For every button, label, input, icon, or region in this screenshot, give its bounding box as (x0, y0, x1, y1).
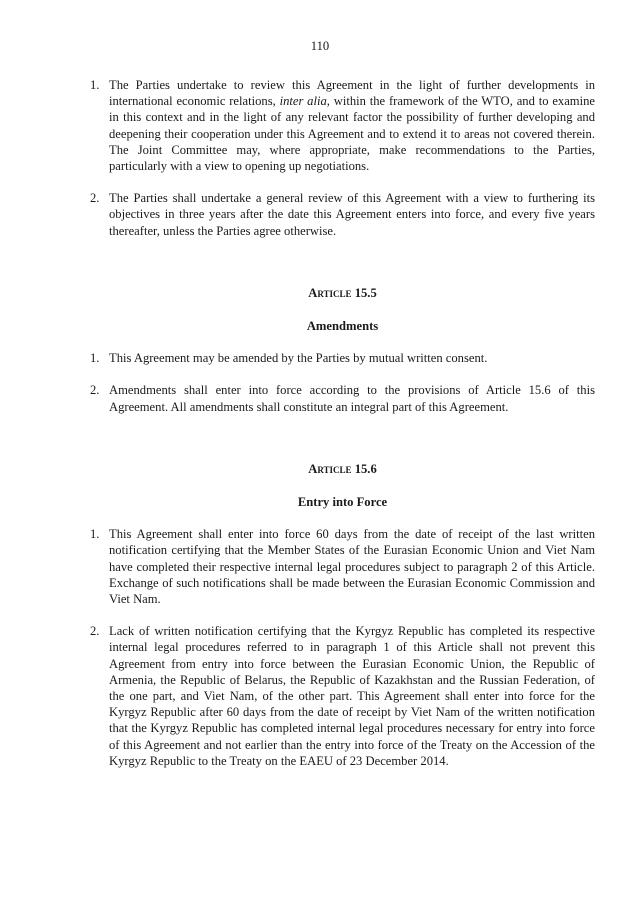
paragraph-text: within the framework of the WTO, and to examine in this context and in the light of any relevant factor the possibility of further developing and deepening their cooperation under this Agreement and to extend it to areas not covered therein. The Joint Committee may, where appropriate, make recommendations to the Parties, particularly with a view to opening up negotiations. (109, 94, 595, 174)
article-15-5-title: Amendments (306, 319, 379, 334)
paragraph-text: Lack of written notification certifying that the Kyrgyz Republic has completed its respective internal legal procedures referred to in paragraph 1 of this Article shall not prevent this Agreement from entry into force between the Eurasian Economic Union, the Republic of Armenia, the Republic of Belarus, the Republic of Kazakhstan and the Russian Federation, of the one part, and Viet Nam, of the other part. This Agreement shall enter into force for the Kyrgyz Republic after 60 days from the date of receipt by Viet Nam of the written notification that the Kyrgyz Republic has completed internal legal procedures necessary for entry into force of this Agreement and not earlier than the entry into force of the Treaty on the Accession of the Kyrgyz Republic to the Treaty on the EAEU of 23 December 2014. (109, 624, 595, 768)
paragraph-text: The Parties shall undertake a general review of this Agreement with a view to furthering its objectives in three years after the date this Agreement enters into force, and every five years thereafter, unless the Parties agree otherwise. (109, 191, 595, 238)
review-paragraph-2 (90, 190, 595, 239)
article-number: 15.6 (354, 461, 377, 476)
paragraph-number: 2. (90, 191, 100, 206)
amendments-paragraph-1 (90, 350, 595, 366)
paragraph-text: This Agreement may be amended by the Parties by mutual written consent. (109, 351, 488, 366)
paragraph-number: 1. (90, 78, 100, 92)
article-label: Article (308, 285, 352, 300)
paragraph-number: 1. (90, 527, 100, 542)
article-15-5-heading (90, 285, 595, 301)
entry-into-force-paragraph-2 (90, 623, 595, 769)
paragraph-text: The Parties undertake to review this Agreement in the light of further developments in international economic relations, (109, 78, 595, 109)
amendments-paragraph-2 (90, 382, 595, 414)
document-body (90, 77, 595, 785)
paragraph-text: Amendments shall enter into force according to the provisions of Article 15.6 of this Agreement. All amendments shall constitute an integral part of this Agreement. (109, 383, 595, 414)
review-paragraph-1 (90, 77, 595, 174)
paragraph-number: 2. (90, 624, 100, 639)
paragraph-number: 2. (90, 383, 100, 398)
article-number: 15.5 (354, 285, 377, 300)
article-15-6-heading (90, 461, 595, 477)
paragraph-number: 1. (90, 351, 100, 366)
paragraph-text: This Agreement shall enter into force 60 days from the date of receipt of the last written notification certifying that the Member States of the Eurasian Economic Union and Viet Nam have completed their respective internal legal procedures subject to paragraph 2 of this Article. Exchange of such notifications shall be made between the Eurasian Economic Commission and Viet Nam. (109, 527, 595, 607)
entry-into-force-paragraph-1 (90, 526, 595, 607)
paragraph-italic-text: inter alia, (279, 94, 330, 109)
article-15-6-title: Entry into Force (297, 495, 388, 510)
article-label: Article (308, 461, 352, 476)
page-number: 110 (310, 39, 330, 53)
